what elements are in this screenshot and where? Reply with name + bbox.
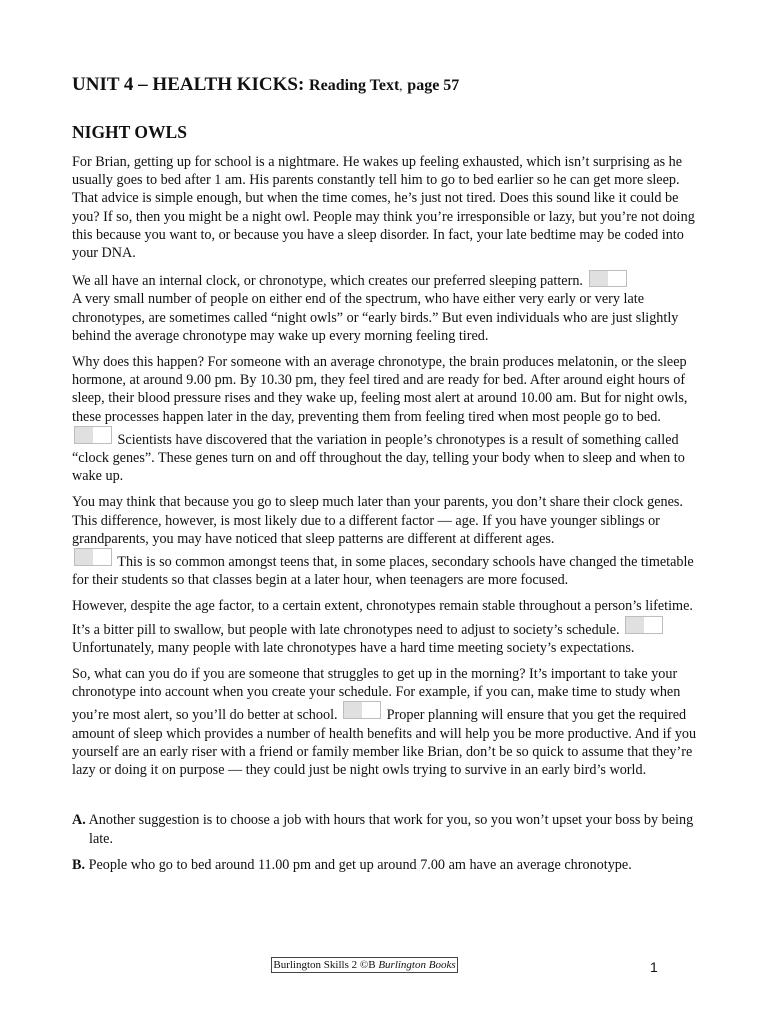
answer-gap-3[interactable] [74,548,112,566]
answer-options [72,811,698,874]
option-a: A. Another suggestion is to choose a job with hours that work for you, so you won’t upset your boss by being late. [72,812,694,847]
reading-label: Reading Text [309,77,400,94]
paragraph-1: For Brian, getting up for school is a nightmare. He wakes up feeling exhausted, which isn’t surprising as he usually goes to bed after 1 am. His parents constantly tell him to go to bed earlier so he can get more sleep. That advice is simple enough, but when the time comes, he’s just not tired. Does this sound like it could be you? If so, then you might be a night owl. People may think you’re irresponsible or lazy, but you’re not doing this because you want to, or because you have a sleep disorder. In fact, your late bedtime may be coded into your DNA. [72,154,695,262]
article-title: NIGHT OWLS [72,122,187,142]
option-b: B. People who go to bed around 11.00 pm and get up around 7.00 am have an average chronotype. [72,856,632,873]
answer-gap-5[interactable] [343,701,381,719]
answer-gap-1[interactable] [589,270,627,287]
answer-gap-4[interactable] [625,616,663,634]
title-comma: , [399,78,403,93]
page-reference: page 57 [407,77,460,94]
paragraph-3: Why does this happen? For someone with an average chronotype, the brain produces melatonin, or the sleep hormone, at around 9.00 pm. By 10.30 pm, they feel tired and are ready for bed. After around eight hours of sleep, their blood pressure rises and they wake up, feeling most alert at around 10.00 am. But for night owls, these processes happen later in the day, preventing them from feeling tired when most people go to bed. Scientists have discovered that the variation in people’s chronotypes is a result of something called “clock genes”. These genes turn on and off throughout the day, telling your body when to sleep and when to wake up. [72,354,688,485]
answer-gap-2[interactable] [74,426,112,444]
paragraph-6: So, what can you do if you are someone that struggles to get up in the morning? It’s important to take your chronotype into account when you create your schedule. For example, if you can, make time to study when you’re most alert, so you’ll do better at school. Proper planning will ensure that you get the required amount of sleep which provides a number of health benefits and will help you be more productive. And if you yourself are an early riser with a friend or family member like Brian, don’t be so quick to assume that they’re lazy or doing it on purpose — they could just be night owls trying to survive in an early bird’s world. [72,666,697,779]
burlington-logo-icon: B [368,959,376,971]
reading-page [72,74,698,882]
paragraph-5: However, despite the age factor, to a certain extent, chronotypes remain stable throughout a person’s lifetime. It’s a bitter pill to swallow, but people with late chronotypes need to adjust to society’s schedule. Unfortunately, many people with late chronotypes have a hard time meeting society’s expectations. [72,598,693,656]
page-number: 1 [650,959,658,975]
paragraph-2: We all have an internal clock, or chronotype, which creates our preferred sleeping pattern. A very small number of people on either end of the spectrum, who have either very early or very late chronotypes, are sometimes called “night owls” or “early birds.” But even individuals who are just slightly behind the average chronotype may wake up every morning feeling tired. [72,270,698,345]
unit-title [72,74,698,96]
footer-copyright: Burlington Skills 2 ©B Burlington Books [271,957,458,973]
unit-label: UNIT 4 – HEALTH KICKS: [72,74,305,95]
paragraph-4: You may think that because you go to sleep much later than your parents, you don’t share their clock genes. This difference, however, is most likely due to a different factor — age. If you have younger siblings or grandparents, you may have noticed that sleep patterns are different at different ages. This is so common amongst teens that, in some places, secondary schools have changed the timetable for their students so that classes begin at a later hour, when teenagers are more focused. [72,494,694,589]
